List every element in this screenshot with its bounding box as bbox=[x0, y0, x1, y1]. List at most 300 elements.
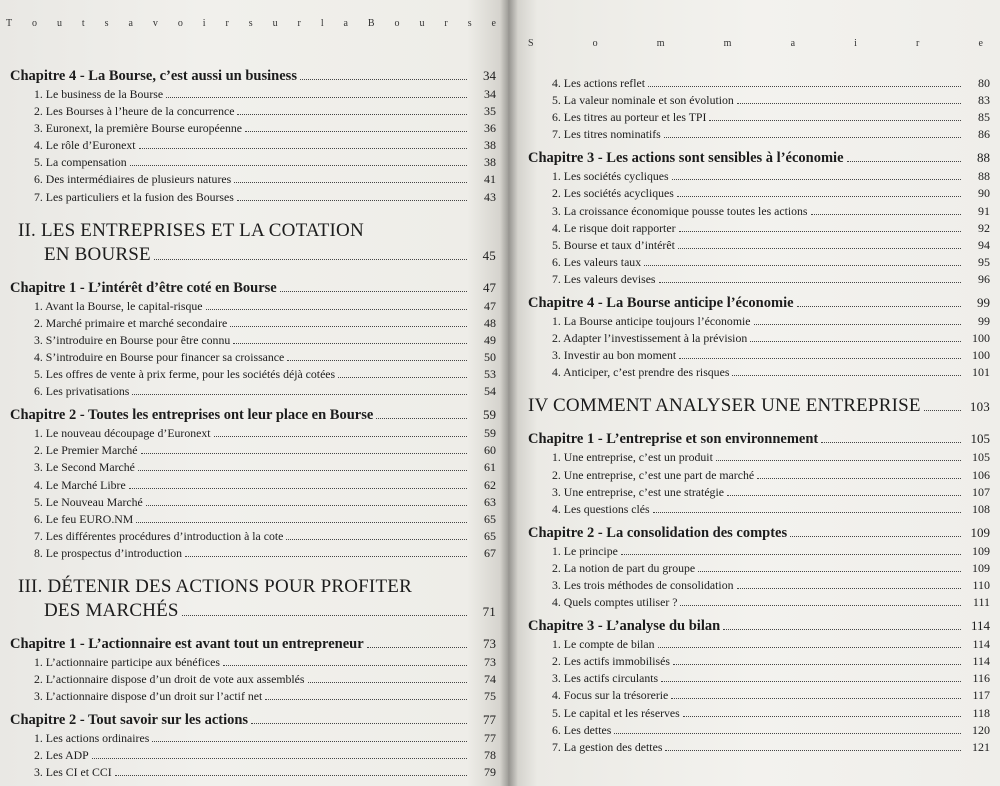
toc-item bbox=[528, 348, 990, 365]
leader-dots bbox=[683, 716, 961, 717]
book-gutter bbox=[500, 0, 518, 786]
running-head-letter: s bbox=[104, 18, 109, 29]
leader-dots bbox=[300, 79, 467, 80]
running-head-letter: r bbox=[225, 18, 229, 29]
item-title: 7. Les particuliers et la fusion des Bourses bbox=[34, 189, 234, 204]
page-number: 59 bbox=[484, 426, 496, 441]
item-title: 2. Une entreprise, c’est une part de marché bbox=[552, 467, 755, 482]
page-number: 91 bbox=[978, 203, 990, 218]
toc-item bbox=[10, 460, 496, 477]
page-number: 120 bbox=[972, 722, 990, 737]
toc-chapter bbox=[528, 150, 990, 169]
leader-dots bbox=[677, 196, 961, 197]
leader-dots bbox=[185, 556, 467, 557]
toc-chapter bbox=[10, 712, 496, 731]
toc-item bbox=[528, 110, 990, 127]
page-number: 116 bbox=[972, 671, 990, 686]
toc-item bbox=[10, 546, 496, 563]
item-title: 3. Investir au bon moment bbox=[552, 348, 677, 363]
toc-item bbox=[528, 93, 990, 110]
leader-dots bbox=[680, 605, 961, 606]
leader-dots bbox=[658, 647, 961, 648]
item-title: 2. Le Premier Marché bbox=[34, 443, 138, 458]
leader-dots bbox=[146, 505, 467, 506]
page-number: 67 bbox=[484, 545, 496, 560]
page-number: 50 bbox=[484, 349, 496, 364]
leader-dots bbox=[716, 460, 961, 461]
page-number: 54 bbox=[484, 384, 496, 399]
page-number: 92 bbox=[978, 220, 990, 235]
part-title-row bbox=[10, 243, 496, 268]
running-head-letter: u bbox=[272, 18, 278, 29]
page-number: 118 bbox=[972, 705, 990, 720]
item-title: 3. Les actifs circulants bbox=[552, 671, 659, 686]
running-head-letter: T bbox=[6, 18, 13, 29]
item-title: 6. Les valeurs taux bbox=[552, 254, 642, 269]
item-title: 4. Le Marché Libre bbox=[34, 477, 126, 492]
toc-item bbox=[528, 740, 990, 757]
leader-dots bbox=[233, 343, 467, 344]
toc-left bbox=[10, 68, 496, 783]
toc-item bbox=[528, 186, 990, 203]
toc-chapter bbox=[528, 431, 990, 450]
page-number: 105 bbox=[970, 431, 990, 447]
spacer bbox=[10, 563, 496, 575]
running-head-letter: a bbox=[343, 18, 348, 29]
leader-dots bbox=[811, 214, 961, 215]
page-number: 49 bbox=[484, 332, 496, 347]
item-title: 1. Le business de la Bourse bbox=[34, 87, 164, 101]
leader-dots bbox=[265, 699, 467, 700]
leader-dots bbox=[621, 554, 961, 555]
leader-dots bbox=[138, 470, 467, 471]
item-title: 4. Les questions clés bbox=[552, 501, 650, 516]
leader-dots bbox=[139, 148, 467, 149]
toc-item bbox=[10, 333, 496, 350]
item-title: 5. Le capital et les réserves bbox=[552, 705, 680, 720]
leader-dots bbox=[223, 665, 467, 666]
page-number: 114 bbox=[972, 637, 990, 652]
leader-dots bbox=[797, 306, 961, 307]
page-number: 65 bbox=[484, 511, 496, 526]
item-title: 6. Les titres au porteur et les TPI bbox=[552, 110, 707, 125]
leader-dots bbox=[698, 571, 961, 572]
item-title: 2. L’actionnaire dispose d’un droit de vote aux assemblés bbox=[34, 672, 305, 687]
page-number: 107 bbox=[972, 484, 990, 499]
leader-dots bbox=[287, 360, 467, 361]
leader-dots bbox=[653, 512, 961, 513]
leader-dots bbox=[237, 200, 467, 201]
item-title: 1. Le principe bbox=[552, 543, 618, 558]
toc-chapter bbox=[528, 525, 990, 544]
item-title: 1. Le compte de bilan bbox=[552, 637, 655, 652]
toc-item bbox=[528, 255, 990, 272]
leader-dots bbox=[664, 137, 961, 138]
leader-dots bbox=[665, 750, 961, 751]
item-title: 4. Le risque doit rapporter bbox=[552, 220, 676, 235]
toc-item bbox=[528, 221, 990, 238]
toc-item bbox=[10, 529, 496, 546]
item-title: 6. Les privatisations bbox=[34, 384, 130, 399]
item-title: 2. Les Bourses à l’heure de la concurrence bbox=[34, 104, 235, 119]
toc-item bbox=[528, 595, 990, 612]
leader-dots bbox=[92, 758, 467, 759]
page-number: 95 bbox=[978, 254, 990, 269]
page-number: 117 bbox=[972, 688, 990, 703]
leader-dots bbox=[723, 629, 961, 630]
toc-item bbox=[528, 723, 990, 740]
item-title: 5. La valeur nominale et son évolution bbox=[552, 93, 734, 108]
part-title-line1: II. LES ENTREPRISES ET LA COTATION bbox=[18, 219, 364, 241]
page-number: 45 bbox=[482, 247, 496, 263]
page-number: 99 bbox=[978, 314, 990, 329]
leader-dots bbox=[129, 488, 467, 489]
page-number: 99 bbox=[977, 295, 990, 311]
chapter-title: Chapitre 2 - La consolidation des comptes bbox=[528, 524, 788, 541]
page-number: 108 bbox=[972, 501, 990, 516]
page-number: 78 bbox=[484, 748, 496, 763]
page-number: 63 bbox=[484, 494, 496, 509]
leader-dots bbox=[678, 248, 961, 249]
leader-dots bbox=[672, 179, 961, 180]
leader-dots bbox=[821, 442, 961, 443]
item-title: 1. L’actionnaire participe aux bénéfices bbox=[34, 654, 220, 669]
running-head-letter: B bbox=[367, 18, 375, 29]
item-title: 3. La croissance économique pousse toutes les actions bbox=[552, 203, 808, 218]
part-title-line2: EN BOURSE bbox=[44, 243, 151, 265]
toc-item bbox=[528, 706, 990, 723]
toc-item bbox=[10, 495, 496, 512]
leader-dots bbox=[709, 120, 961, 121]
toc-part-title bbox=[528, 394, 990, 419]
leader-dots bbox=[679, 231, 962, 232]
leader-dots bbox=[614, 733, 961, 734]
toc-part-title bbox=[10, 219, 496, 268]
item-title: 4. S’introduire en Bourse pour financer sa croissance bbox=[34, 349, 285, 364]
item-title: 3. Euronext, la première Bourse européenne bbox=[34, 121, 243, 136]
toc-right bbox=[528, 76, 990, 757]
toc-item bbox=[528, 314, 990, 331]
toc-item bbox=[528, 127, 990, 144]
page-number: 88 bbox=[977, 150, 990, 166]
toc-item bbox=[528, 272, 990, 289]
toc-item bbox=[10, 672, 496, 689]
running-head-right bbox=[528, 38, 983, 49]
toc-item bbox=[528, 637, 990, 654]
page-number: 100 bbox=[972, 331, 990, 346]
page-number: 80 bbox=[978, 76, 990, 90]
toc-item bbox=[10, 350, 496, 367]
leader-dots bbox=[737, 588, 961, 589]
page-number: 111 bbox=[972, 595, 990, 610]
page-number: 109 bbox=[972, 543, 990, 558]
toc-item bbox=[528, 331, 990, 348]
leader-dots bbox=[308, 682, 468, 683]
page-number: 74 bbox=[484, 672, 496, 687]
toc-item bbox=[528, 485, 990, 502]
toc-item bbox=[528, 561, 990, 578]
item-title: 5. Les offres de vente à prix ferme, pour les sociétés déjà cotées bbox=[34, 367, 336, 382]
toc-item bbox=[528, 671, 990, 688]
running-head-letter: a bbox=[128, 18, 133, 29]
page-number: 62 bbox=[484, 477, 496, 492]
leader-dots bbox=[115, 775, 467, 776]
item-title: 1. Les sociétés cycliques bbox=[552, 169, 669, 184]
page-number: 34 bbox=[484, 87, 496, 101]
toc-item bbox=[10, 299, 496, 316]
spacer bbox=[10, 207, 496, 219]
leader-dots bbox=[790, 536, 961, 537]
toc-item bbox=[10, 190, 496, 207]
item-title: 6. Les dettes bbox=[552, 722, 612, 737]
page-number: 34 bbox=[483, 68, 496, 83]
item-title: 2. Les actifs immobilisés bbox=[552, 654, 670, 669]
item-title: 7. Les différentes procédures d’introduction à la cote bbox=[34, 528, 284, 543]
page-number: 100 bbox=[972, 348, 990, 363]
part-title-line1: III. DÉTENIR DES ACTIONS POUR PROFITER bbox=[18, 575, 412, 597]
item-title: 7. Les valeurs devises bbox=[552, 271, 656, 286]
running-head-letter: t bbox=[81, 18, 85, 29]
page-number: 75 bbox=[484, 689, 496, 704]
toc-item bbox=[10, 443, 496, 460]
leader-dots bbox=[280, 291, 467, 292]
running-head-letter: s bbox=[467, 18, 472, 29]
running-head-letter: s bbox=[248, 18, 253, 29]
page-number: 114 bbox=[970, 618, 990, 634]
chapter-title: Chapitre 3 - Les actions sont sensibles à l’économie bbox=[528, 150, 844, 167]
item-title: 3. Une entreprise, c’est une stratégie bbox=[552, 484, 724, 499]
leader-dots bbox=[338, 377, 467, 378]
page-number: 59 bbox=[483, 407, 496, 423]
leader-dots bbox=[132, 394, 467, 395]
leader-dots bbox=[750, 341, 961, 342]
leader-dots bbox=[661, 681, 961, 682]
leader-dots bbox=[152, 741, 467, 742]
leader-dots bbox=[847, 161, 961, 162]
item-title: 2. Adapter l’investissement à la prévision bbox=[552, 331, 748, 346]
running-head-letter: o bbox=[177, 18, 183, 29]
leader-dots bbox=[286, 539, 467, 540]
chapter-title: Chapitre 2 - Tout savoir sur les actions bbox=[10, 712, 249, 729]
running-head-letter: r bbox=[297, 18, 301, 29]
page-number: 110 bbox=[972, 577, 990, 592]
page-number: 77 bbox=[483, 712, 496, 728]
page-number: 121 bbox=[972, 739, 990, 754]
toc-item bbox=[10, 155, 496, 172]
part-title-row bbox=[10, 599, 496, 624]
page-number: 36 bbox=[484, 121, 496, 136]
toc-item bbox=[10, 426, 496, 443]
toc-item bbox=[10, 138, 496, 155]
item-title: 7. Les titres nominatifs bbox=[552, 127, 661, 142]
running-head-letter: o bbox=[394, 18, 400, 29]
toc-part-title bbox=[10, 575, 496, 624]
spacer bbox=[528, 382, 990, 394]
leader-dots bbox=[245, 131, 467, 132]
leader-dots bbox=[673, 664, 961, 665]
page-number: 47 bbox=[484, 298, 496, 313]
leader-dots bbox=[234, 182, 467, 183]
toc-item bbox=[528, 169, 990, 186]
page-number: 106 bbox=[972, 467, 990, 482]
chapter-title: Chapitre 1 - L’entreprise et son environnement bbox=[528, 431, 819, 448]
page-number: 103 bbox=[969, 399, 990, 415]
running-head-letter: u bbox=[56, 18, 62, 29]
page-number: 88 bbox=[978, 169, 990, 184]
item-title: 3. L’actionnaire dispose d’un droit sur l’actif net bbox=[34, 689, 263, 704]
item-title: 4. Quels comptes utiliser ? bbox=[552, 595, 678, 610]
leader-dots bbox=[206, 309, 468, 310]
right-page bbox=[508, 0, 1000, 786]
leader-dots bbox=[732, 375, 961, 376]
chapter-title: Chapitre 2 - Toutes les entreprises ont leur place en Bourse bbox=[10, 407, 374, 424]
running-head-letter: m bbox=[723, 38, 732, 49]
page-number: 101 bbox=[972, 365, 990, 380]
toc-item bbox=[10, 765, 496, 782]
leader-dots bbox=[757, 478, 961, 479]
leader-dots bbox=[659, 282, 961, 283]
toc-item bbox=[528, 365, 990, 382]
item-title: 3. Les trois méthodes de consolidation bbox=[552, 577, 734, 592]
toc-chapter bbox=[10, 407, 496, 426]
item-title: 2. Les sociétés acycliques bbox=[552, 186, 674, 201]
page-number: 109 bbox=[972, 560, 990, 575]
toc-item bbox=[528, 450, 990, 467]
running-head-letter: r bbox=[916, 38, 920, 49]
toc-item bbox=[10, 121, 496, 138]
running-head-left bbox=[6, 18, 496, 29]
toc-item bbox=[528, 688, 990, 705]
running-head-letter: u bbox=[419, 18, 425, 29]
item-title: 2. Les ADP bbox=[34, 748, 89, 763]
toc-item bbox=[10, 512, 496, 529]
toc-item bbox=[528, 502, 990, 519]
toc-item bbox=[528, 238, 990, 255]
item-title: 4. Anticiper, c’est prendre des risques bbox=[552, 365, 730, 380]
toc-item bbox=[528, 654, 990, 671]
page-number: 60 bbox=[484, 443, 496, 458]
page-number: 79 bbox=[484, 765, 496, 780]
page-number: 77 bbox=[484, 731, 496, 746]
page-number: 90 bbox=[978, 186, 990, 201]
page-number: 38 bbox=[484, 138, 496, 153]
running-head-letter: e bbox=[978, 38, 983, 49]
toc-chapter bbox=[528, 618, 990, 637]
item-title: 4. Le rôle d’Euronext bbox=[34, 138, 136, 153]
toc-item bbox=[10, 367, 496, 384]
page-number: 83 bbox=[978, 93, 990, 108]
leader-dots bbox=[214, 436, 467, 437]
item-title: 5. Le Nouveau Marché bbox=[34, 494, 143, 509]
leader-dots bbox=[754, 324, 961, 325]
toc-item bbox=[10, 87, 496, 104]
page-number: 96 bbox=[978, 271, 990, 286]
item-title: 4. Focus sur la trésorerie bbox=[552, 688, 669, 703]
page-number: 114 bbox=[972, 654, 990, 669]
part-title: IV COMMENT ANALYSER UNE ENTREPRISE bbox=[528, 395, 921, 417]
leader-dots bbox=[924, 410, 961, 411]
leader-dots bbox=[251, 723, 467, 724]
item-title: 4. Les actions reflet bbox=[552, 76, 646, 90]
leader-dots bbox=[737, 103, 961, 104]
item-title: 3. Les CI et CCI bbox=[34, 765, 112, 780]
toc-item bbox=[10, 172, 496, 189]
running-head-letter: r bbox=[444, 18, 448, 29]
item-title: 1. Une entreprise, c’est un produit bbox=[552, 450, 713, 465]
running-head-letter: i bbox=[202, 18, 206, 29]
chapter-title: Chapitre 4 - La Bourse anticipe l’économie bbox=[528, 295, 794, 312]
running-head-letter: o bbox=[32, 18, 38, 29]
toc-item bbox=[10, 478, 496, 495]
toc-chapter bbox=[10, 68, 496, 87]
running-head-letter: v bbox=[152, 18, 158, 29]
item-title: 5. La compensation bbox=[34, 155, 127, 170]
item-title: 2. La notion de part du groupe bbox=[552, 560, 696, 575]
toc-item bbox=[10, 748, 496, 765]
leader-dots bbox=[182, 615, 467, 616]
leader-dots bbox=[237, 114, 467, 115]
running-head-letter: S bbox=[528, 38, 534, 49]
toc-item bbox=[528, 578, 990, 595]
toc-item bbox=[10, 689, 496, 706]
chapter-title: Chapitre 3 - L’analyse du bilan bbox=[528, 618, 721, 635]
page-number: 105 bbox=[972, 450, 990, 465]
chapter-title: Chapitre 4 - La Bourse, c’est aussi un business bbox=[10, 68, 297, 84]
leader-dots bbox=[648, 86, 961, 87]
page-number: 48 bbox=[484, 315, 496, 330]
page-number: 35 bbox=[484, 104, 496, 119]
running-head-letter: m bbox=[656, 38, 665, 49]
item-title: 3. Le Second Marché bbox=[34, 460, 135, 475]
page-number: 71 bbox=[482, 603, 496, 619]
running-head-letter: l bbox=[320, 18, 324, 29]
toc-item bbox=[528, 544, 990, 561]
page-number: 53 bbox=[484, 367, 496, 382]
running-head-letter: o bbox=[592, 38, 598, 49]
toc-item bbox=[10, 731, 496, 748]
item-title: 6. Le feu EURO.NM bbox=[34, 511, 134, 526]
leader-dots bbox=[376, 418, 467, 419]
toc-item bbox=[10, 104, 496, 121]
leader-dots bbox=[130, 165, 467, 166]
running-head-letter: e bbox=[491, 18, 496, 29]
toc-item bbox=[10, 316, 496, 333]
page-number: 47 bbox=[483, 279, 496, 295]
item-title: 1. Le nouveau découpage d’Euronext bbox=[34, 426, 211, 441]
page-number: 73 bbox=[483, 635, 496, 651]
part-title-line2: DES MARCHÉS bbox=[44, 599, 179, 621]
leader-dots bbox=[727, 495, 961, 496]
leader-dots bbox=[154, 259, 467, 260]
toc-chapter bbox=[528, 295, 990, 314]
leader-dots bbox=[671, 698, 961, 699]
toc-item bbox=[528, 468, 990, 485]
page-number: 85 bbox=[978, 110, 990, 125]
toc-item bbox=[10, 655, 496, 672]
leader-dots bbox=[644, 265, 961, 266]
page-number: 73 bbox=[484, 654, 496, 669]
item-title: 3. S’introduire en Bourse pour être connu bbox=[34, 332, 231, 347]
item-title: 7. La gestion des dettes bbox=[552, 739, 663, 754]
leader-dots bbox=[230, 326, 467, 327]
toc-item bbox=[528, 204, 990, 221]
page-number: 94 bbox=[978, 237, 990, 252]
toc-chapter bbox=[10, 636, 496, 655]
toc-item bbox=[528, 76, 990, 93]
item-title: 6. Des intermédiaires de plusieurs natures bbox=[34, 172, 232, 187]
page-number: 86 bbox=[978, 127, 990, 142]
page-number: 65 bbox=[484, 528, 496, 543]
